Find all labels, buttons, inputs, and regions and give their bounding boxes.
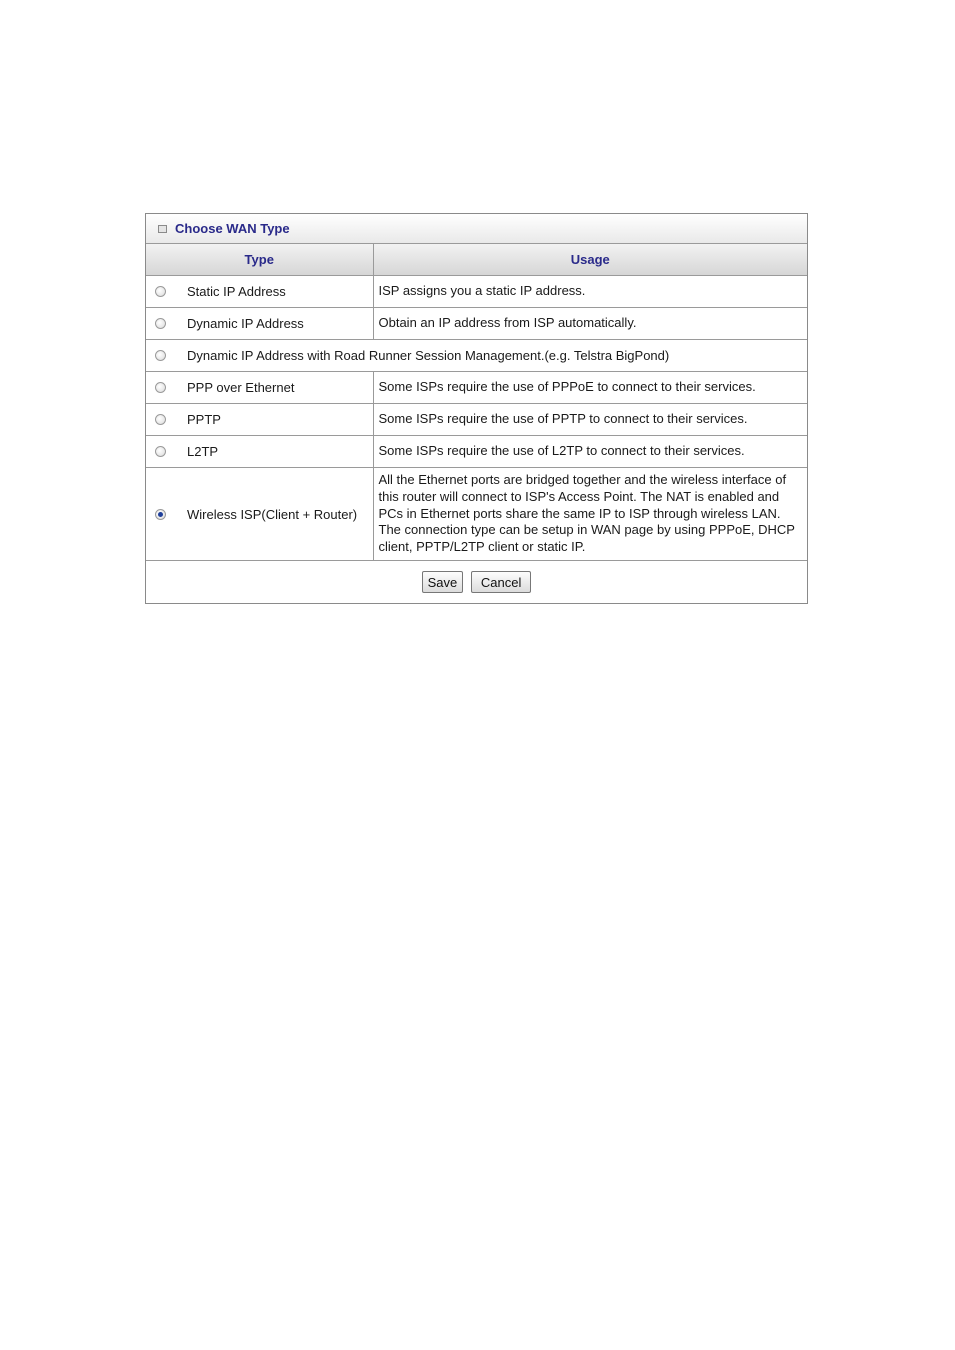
usage-wireless-isp: All the Ethernet ports are bridged together and the wireless interface of this router will connect to ISP's Access Point. The NAT is enabled and PCs in Ethernet ports share the same IP to ISP through wireless LAN. The connection type can be setup in WAN page by using PPPoE, DHCP client, PPTP/L2TP client or static IP. [373,468,807,561]
radio-dynamic-ip[interactable] [155,318,166,329]
column-header-type: Type [146,244,373,276]
cancel-button[interactable]: Cancel [471,571,531,593]
usage-static-ip: ISP assigns you a static IP address. [373,276,807,308]
actions-row [146,561,807,604]
wan-row-static-ip [146,276,807,308]
usage-pptp: Some ISPs require the use of PPTP to connect to their services. [373,404,807,436]
choose-wan-type-panel [145,213,808,604]
type-label-wireless-isp: Wireless ISP(Client + Router) [187,506,358,522]
type-label-pppoe: PPP over Ethernet [187,380,295,395]
radio-pptp[interactable] [155,414,166,425]
radio-wireless-isp[interactable] [155,509,166,520]
type-cell [146,276,373,308]
table-header-row [146,244,807,276]
type-label-static-ip: Static IP Address [187,284,286,299]
type-label-l2tp: L2TP [187,444,219,459]
usage-dynamic-ip: Obtain an IP address from ISP automatically. [373,308,807,340]
radio-road-runner[interactable] [155,350,166,361]
wan-row-dynamic-ip [146,308,807,340]
wan-row-road-runner [146,340,807,372]
type-label-pptp: PPTP [187,412,221,427]
type-cell [146,436,373,468]
box-icon [158,225,167,233]
type-cell-wide [146,340,807,372]
panel-header [146,214,807,244]
radio-pppoe[interactable] [155,382,166,393]
type-cell [146,308,373,340]
panel-title: Choose WAN Type [175,221,290,236]
wan-type-table [146,244,807,603]
wan-row-pppoe [146,372,807,404]
wan-row-l2tp [146,436,807,468]
column-header-usage: Usage [373,244,807,276]
radio-l2tp[interactable] [155,446,166,457]
radio-static-ip[interactable] [155,286,166,297]
usage-l2tp: Some ISPs require the use of L2TP to connect to their services. [373,436,807,468]
actions-cell [146,561,807,604]
type-label-road-runner: Dynamic IP Address with Road Runner Session Management.(e.g. Telstra BigPond) [187,348,670,363]
type-cell [146,372,373,404]
wan-row-wireless-isp [146,468,807,561]
type-label-dynamic-ip: Dynamic IP Address [187,316,304,331]
type-cell [146,404,373,436]
usage-pppoe: Some ISPs require the use of PPPoE to connect to their services. [373,372,807,404]
wan-row-pptp [146,404,807,436]
save-button[interactable]: Save [422,571,464,593]
type-cell [146,468,373,561]
